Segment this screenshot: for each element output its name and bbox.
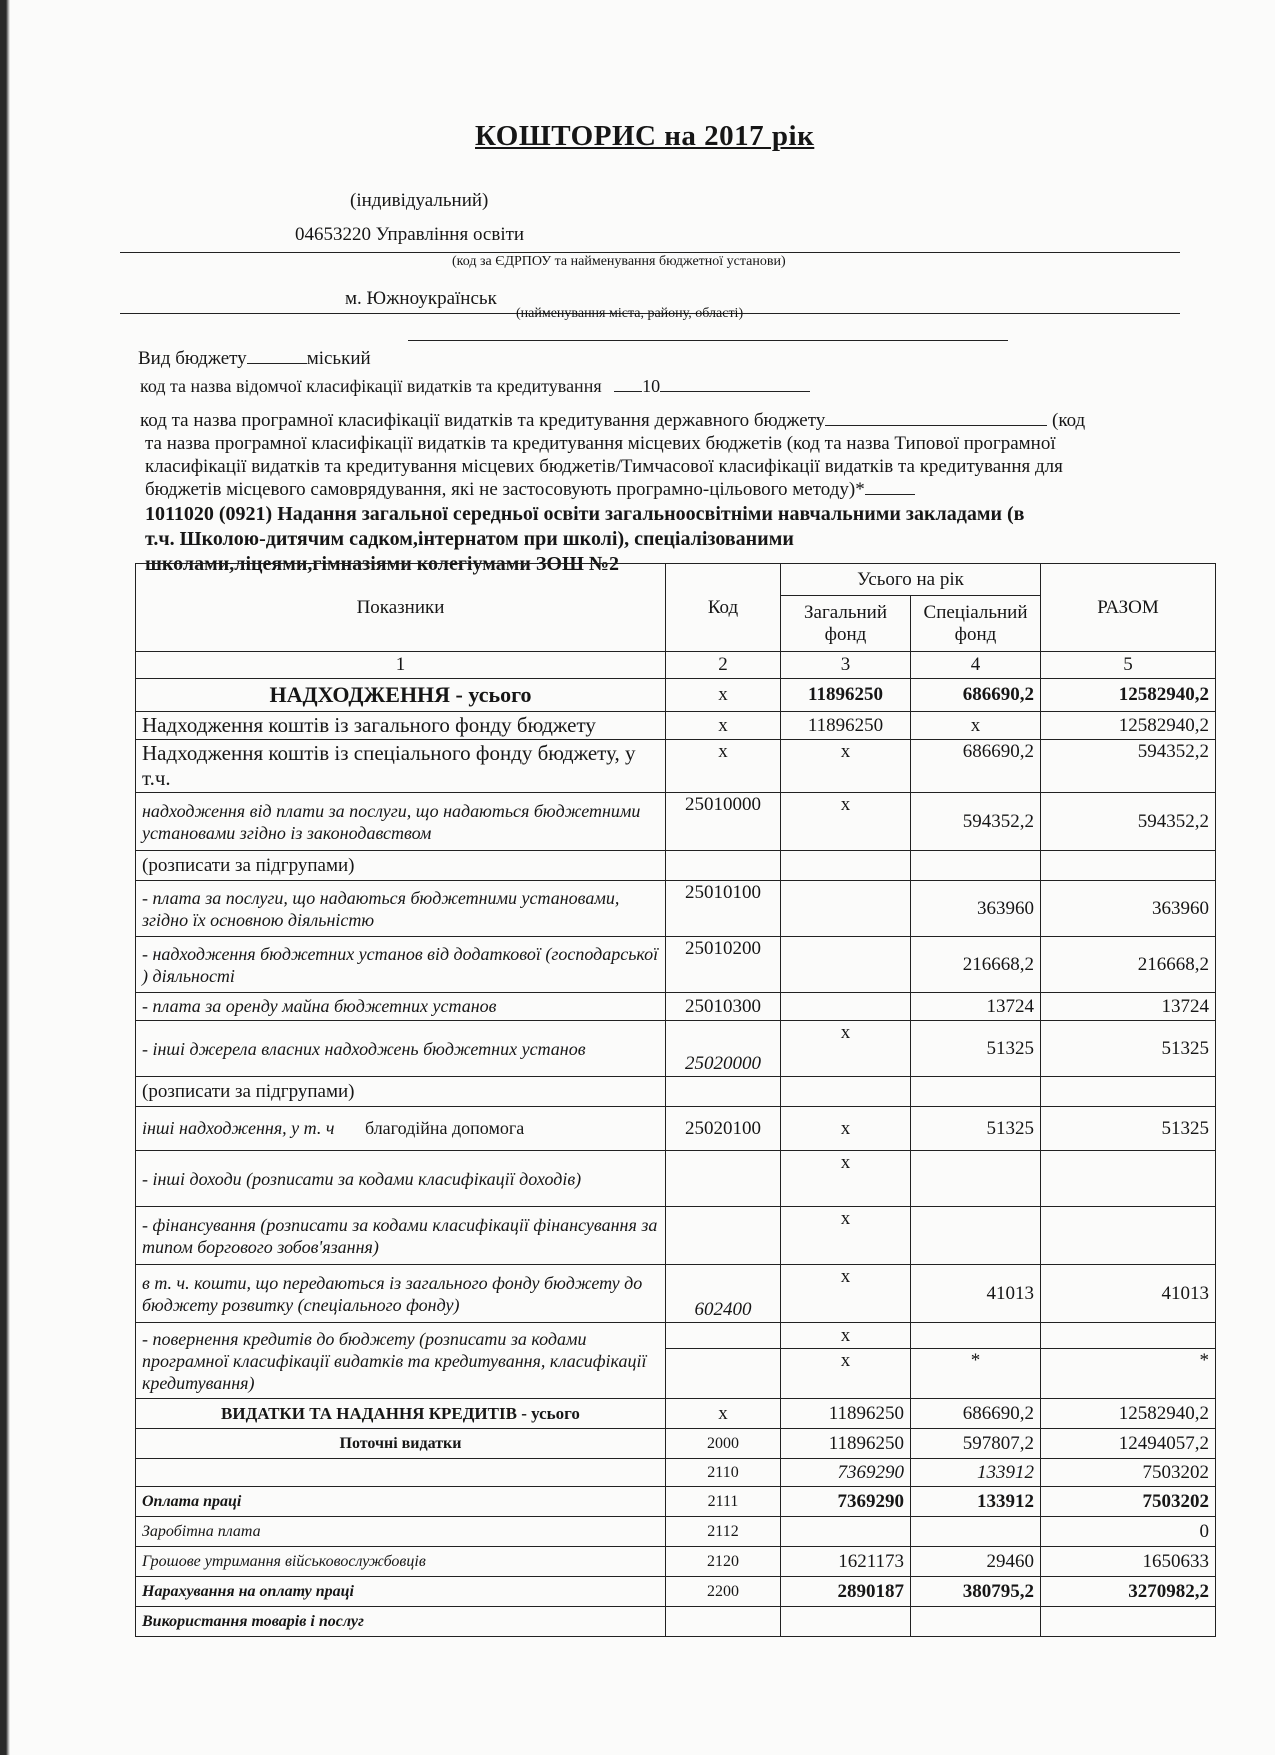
- program-class-line1: [140, 410, 1085, 432]
- row-general: [781, 937, 911, 993]
- row-code: 25010000: [666, 793, 781, 851]
- row-special: 363960: [911, 881, 1041, 937]
- program-name-line3: школами,ліцеями,гімназіями колегіумами ЗОШ №2: [145, 553, 620, 575]
- row-total: 12494057,2: [1041, 1429, 1216, 1459]
- table-row: [136, 1487, 1216, 1517]
- row-total: 216668,2: [1041, 937, 1216, 993]
- row-total: 363960: [1041, 881, 1216, 937]
- row-total: 41013: [1041, 1265, 1216, 1323]
- row-label: Оплата праці: [136, 1487, 666, 1517]
- row-general: x: [781, 1207, 911, 1265]
- row-general: x: [781, 1021, 911, 1077]
- row-label: надходження від плати за послуги, що надаються бюджетними установами згідно із законодавством: [136, 793, 666, 851]
- row-total: 0: [1041, 1517, 1216, 1547]
- dept-classification-label: код та назва відомчої класифікації видатків та кредитування: [140, 376, 602, 396]
- row-general: x: [781, 1323, 911, 1349]
- row-label: Надходження коштів із загального фонду бюджету: [136, 712, 666, 740]
- table-row: [136, 1021, 1216, 1077]
- row-general: 7369290: [781, 1487, 911, 1517]
- row-code: x: [666, 712, 781, 740]
- table-row: [136, 1547, 1216, 1577]
- table-row: [136, 1107, 1216, 1151]
- institution-name: 04653220 Управління освіти: [295, 224, 525, 245]
- col-code: Код: [666, 564, 781, 652]
- row-total: 7503202: [1041, 1487, 1216, 1517]
- row-total: 594352,2: [1041, 740, 1216, 793]
- row-total: 12582940,2: [1041, 712, 1216, 740]
- table-row: [136, 740, 1216, 793]
- table-row: [136, 881, 1216, 937]
- program-name-line1: 1011020 (0921) Надання загальної середньої освіти загальноосвітніми навчальними закладами (в: [145, 503, 1025, 525]
- row-special: [911, 1151, 1041, 1207]
- row-label: Заробітна плата: [136, 1517, 666, 1547]
- row-general: [781, 881, 911, 937]
- row-special: [911, 1207, 1041, 1265]
- row-special: 380795,2: [911, 1577, 1041, 1607]
- row-code: 2120: [666, 1547, 781, 1577]
- row-code: 25010200: [666, 937, 781, 993]
- row-total: [1041, 1151, 1216, 1207]
- row-label: в т. ч. кошти, що передаються із загального фонду бюджету до бюджету розвитку (спеціального фонду): [136, 1265, 666, 1323]
- row-special: 216668,2: [911, 937, 1041, 993]
- row-special: 51325: [911, 1021, 1041, 1077]
- table-row: [136, 1577, 1216, 1607]
- row-special: 41013: [911, 1265, 1041, 1323]
- col-num-1: 1: [136, 652, 666, 679]
- row-general: [781, 993, 911, 1021]
- row-special: 51325: [911, 1107, 1041, 1151]
- program-class-line1-text: код та назва програмної класифікації видатків та кредитування державного бюджету: [140, 410, 826, 431]
- row-label: Нарахування на оплату праці: [136, 1577, 666, 1607]
- estimate-table: [135, 563, 1216, 1637]
- table-row: [136, 993, 1216, 1021]
- row-code: 2000: [666, 1429, 781, 1459]
- row-label: Надходження коштів із спеціального фонду бюджету, у т.ч.: [136, 740, 666, 793]
- row-code: 2110: [666, 1459, 781, 1487]
- row-special: *: [911, 1349, 1041, 1399]
- row-general: 11896250: [781, 679, 911, 712]
- row-label-text: інші надходження, у т. ч: [142, 1118, 335, 1138]
- program-class-line1-end: (код: [1052, 410, 1086, 431]
- table-row: [136, 851, 1216, 881]
- row-code: [666, 1207, 781, 1265]
- row-label: [136, 1459, 666, 1487]
- row-general: 2890187: [781, 1577, 911, 1607]
- col-num-2: 2: [666, 652, 781, 679]
- row-special: 686690,2: [911, 1399, 1041, 1429]
- row-code: x: [666, 1399, 781, 1429]
- col-special-fund: Спеціальний фонд: [911, 596, 1041, 652]
- row-general: 1621173: [781, 1547, 911, 1577]
- row-code: 602400: [666, 1265, 781, 1323]
- row-label: - плата за послуги, що надаються бюджетними установами, згідно їх основною діяльністю: [136, 881, 666, 937]
- col-general-fund: Загальний фонд: [781, 596, 911, 652]
- row-general: 11896250: [781, 712, 911, 740]
- row-total: 51325: [1041, 1021, 1216, 1077]
- row-label: - інші доходи (розписати за кодами класифікації доходів): [136, 1151, 666, 1207]
- row-total: 594352,2: [1041, 793, 1216, 851]
- row-label-extra: благодійна допомога: [364, 1118, 525, 1138]
- row-code: x: [666, 740, 781, 793]
- budget-type-line: [408, 340, 1008, 341]
- table-row: [136, 1207, 1216, 1265]
- row-label: (розписати за підгрупами): [136, 1077, 666, 1107]
- row-label: - плата за оренду майна бюджетних установ: [136, 993, 666, 1021]
- table-row: [136, 1265, 1216, 1323]
- row-label: - надходження бюджетних установ від додаткової (господарської ) діяльності: [136, 937, 666, 993]
- table-row: [136, 1399, 1216, 1429]
- row-special: 686690,2: [911, 679, 1041, 712]
- table-row: [136, 1429, 1216, 1459]
- budget-type-label: [138, 348, 371, 370]
- row-label: [136, 1107, 666, 1151]
- document-title: КОШТОРИС на 2017 рік: [475, 120, 815, 152]
- col-num-3: 3: [781, 652, 911, 679]
- program-class-line4: [145, 479, 915, 501]
- row-label: - повернення кредитів до бюджету (розписати за кодами програмної класифікації видатків та кредитування, класифікації кредитування): [136, 1323, 666, 1399]
- budget-type-label-text: Вид бюджету: [138, 348, 247, 369]
- table-row: [136, 937, 1216, 993]
- row-total: 12582940,2: [1041, 679, 1216, 712]
- row-code: 2200: [666, 1577, 781, 1607]
- row-label: (розписати за підгрупами): [136, 851, 666, 881]
- row-general: x: [781, 1151, 911, 1207]
- row-code: 2111: [666, 1487, 781, 1517]
- scan-edge: [0, 0, 10, 1755]
- row-general-2: x: [781, 1349, 911, 1399]
- row-total: 51325: [1041, 1107, 1216, 1151]
- row-label: Грошове утримання військовослужбовців: [136, 1547, 666, 1577]
- table-row: [136, 1151, 1216, 1207]
- table-row: [136, 793, 1216, 851]
- institution-line: [120, 252, 1180, 253]
- row-total: [1041, 1207, 1216, 1265]
- estimate-type: (індивідуальний): [350, 190, 489, 211]
- col-total: РАЗОМ: [1041, 564, 1216, 652]
- table-row: [136, 712, 1216, 740]
- row-code: [666, 1323, 781, 1349]
- col-indicators: Показники: [136, 564, 666, 652]
- row-total: 3270982,2: [1041, 1577, 1216, 1607]
- row-label: - фінансування (розписати за кодами класифікації фінансування за типом боргового зобов'язання): [136, 1207, 666, 1265]
- table-row: [136, 1323, 1216, 1349]
- row-code: 25010300: [666, 993, 781, 1021]
- program-class-line4-text: бюджетів місцевого самоврядування, які не застосовують програмно-цільового методу)*: [145, 479, 865, 500]
- row-special: 29460: [911, 1547, 1041, 1577]
- row-special: 597807,2: [911, 1429, 1041, 1459]
- row-total: 12582940,2: [1041, 1399, 1216, 1429]
- table-row: [136, 679, 1216, 712]
- row-code: [666, 1151, 781, 1207]
- col-num-5: 5: [1041, 652, 1216, 679]
- row-general: 11896250: [781, 1429, 911, 1459]
- col-num-4: 4: [911, 652, 1041, 679]
- row-general: x: [781, 1265, 911, 1323]
- row-label: Поточні видатки: [136, 1429, 666, 1459]
- budget-type-value: міський: [306, 348, 371, 369]
- city-name: м. Южноукраїнськ: [345, 288, 497, 309]
- row-label: ВИДАТКИ ТА НАДАННЯ КРЕДИТІВ - усього: [136, 1399, 666, 1429]
- table-row: [136, 1517, 1216, 1547]
- row-special: 594352,2: [911, 793, 1041, 851]
- row-label: Використання товарів і послуг: [136, 1607, 666, 1637]
- row-general: 11896250: [781, 1399, 911, 1429]
- row-code: 2112: [666, 1517, 781, 1547]
- row-general: x: [781, 740, 911, 793]
- col-year-total: Усього на рік: [781, 564, 1041, 596]
- row-special: 686690,2: [911, 740, 1041, 793]
- program-class-line3: класифікації видатків та кредитування місцевих бюджетів/Тимчасової класифікації видатків та кредитування для: [145, 456, 1063, 477]
- row-label: - інші джерела власних надходжень бюджетних установ: [136, 1021, 666, 1077]
- table-row: [136, 1607, 1216, 1637]
- row-code: 25020100: [666, 1107, 781, 1151]
- row-special: 133912: [911, 1487, 1041, 1517]
- city-caption: (найменування міста, району, області): [516, 306, 744, 321]
- row-special: 133912: [911, 1459, 1041, 1487]
- dept-classification: [140, 376, 810, 397]
- row-general: [781, 1517, 911, 1547]
- row-special: 13724: [911, 993, 1041, 1021]
- row-general: x: [781, 1107, 911, 1151]
- program-name-line2: т.ч. Школою-дитячим садком,інтернатом при школі), спеціалізованими: [145, 528, 794, 550]
- institution-caption: (код за ЄДРПОУ та найменування бюджетної установи): [452, 254, 786, 269]
- program-class-line2: та назва програмної класифікації видатків та кредитування місцевих бюджетів (код та назва Типової програмної: [145, 433, 1056, 454]
- row-general: x: [781, 793, 911, 851]
- row-general: 7369290: [781, 1459, 911, 1487]
- table-row: [136, 1459, 1216, 1487]
- row-special: x: [911, 712, 1041, 740]
- row-code: 25020000: [666, 1021, 781, 1077]
- row-total: *: [1041, 1349, 1216, 1399]
- table-row: [136, 1077, 1216, 1107]
- row-special: [911, 1517, 1041, 1547]
- row-code: x: [666, 679, 781, 712]
- row-total: 7503202: [1041, 1459, 1216, 1487]
- row-total: 13724: [1041, 993, 1216, 1021]
- dept-classification-value: 10: [642, 376, 661, 396]
- row-total: 1650633: [1041, 1547, 1216, 1577]
- row-label: НАДХОДЖЕННЯ - усього: [136, 679, 666, 712]
- row-code: 25010100: [666, 881, 781, 937]
